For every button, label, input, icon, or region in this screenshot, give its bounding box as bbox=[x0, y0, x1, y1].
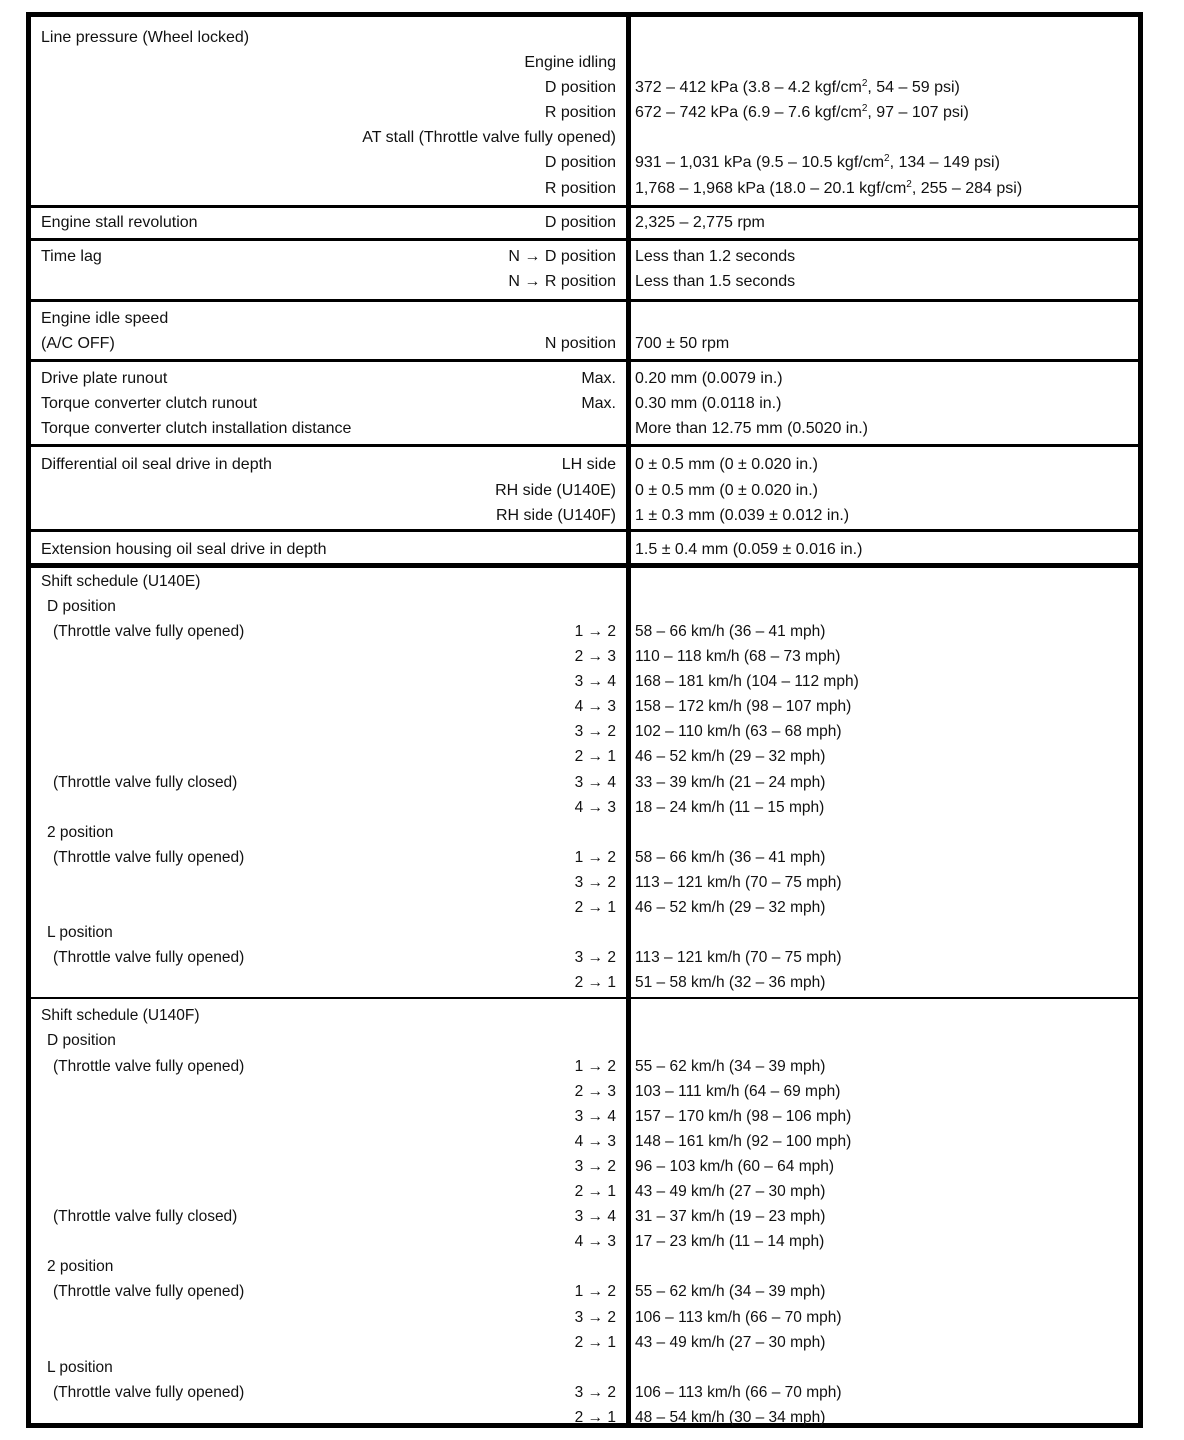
spec-row bbox=[31, 306, 1138, 331]
spec-label: (Throttle valve fully opened) bbox=[53, 848, 245, 866]
spec-label: (Throttle valve fully closed) bbox=[53, 1208, 238, 1226]
spec-condition: R position bbox=[544, 179, 616, 197]
spec-condition: Max. bbox=[581, 370, 616, 388]
spec-value: Less than 1.2 seconds bbox=[635, 247, 796, 265]
spec-row bbox=[31, 210, 1138, 235]
table-row bbox=[31, 1405, 1138, 1430]
spec-value: 103 – 111 km/h (64 – 69 mph) bbox=[635, 1082, 841, 1100]
spec-label: 2 position bbox=[47, 1258, 114, 1276]
spec-value: 17 – 23 km/h (11 – 14 mph) bbox=[635, 1233, 825, 1251]
spec-condition: RH side (U140E) bbox=[495, 481, 616, 499]
table-row bbox=[31, 1179, 1138, 1204]
gear-shift: 2 → 1 bbox=[574, 974, 616, 992]
spec-row bbox=[31, 244, 1138, 269]
section-title: Shift schedule (U140F) bbox=[41, 1007, 200, 1025]
gear-shift: 2 → 3 bbox=[574, 1082, 616, 1100]
spec-value: More than 12.75 mm (0.5020 in.) bbox=[635, 420, 869, 438]
gear-shift: 1 → 2 bbox=[574, 1283, 616, 1301]
spec-condition: D position bbox=[544, 154, 616, 172]
spec-value: 48 – 54 km/h (30 – 34 mph) bbox=[635, 1408, 826, 1426]
spec-value: 113 – 121 km/h (70 – 75 mph) bbox=[635, 949, 842, 967]
table-row bbox=[31, 870, 1138, 895]
spec-value: 168 – 181 km/h (104 – 112 mph) bbox=[635, 673, 859, 691]
spec-label: (Throttle valve fully closed) bbox=[53, 773, 238, 791]
spec-value: 18 – 24 km/h (11 – 15 mph) bbox=[635, 798, 825, 816]
spec-value: 0.30 mm (0.0118 in.) bbox=[635, 395, 782, 413]
runout-section bbox=[31, 359, 1138, 444]
gear-shift: 2 → 3 bbox=[574, 648, 616, 666]
spec-value: 158 – 172 km/h (98 – 107 mph) bbox=[635, 698, 852, 716]
spec-label: 2 position bbox=[47, 823, 114, 841]
spec-value: 0 ± 0.5 mm (0 ± 0.020 in.) bbox=[635, 481, 818, 499]
section-title: Shift schedule (U140E) bbox=[41, 572, 201, 590]
spec-value: 372 – 412 kPa (3.8 – 4.2 kgf/$cm^2$, 54 – 59 psi) bbox=[635, 78, 960, 97]
spec-value: 55 – 62 km/h (34 – 39 mph) bbox=[635, 1283, 826, 1301]
spec-row bbox=[31, 125, 1138, 150]
gear-shift: 3 → 4 bbox=[574, 1208, 616, 1226]
table-row bbox=[31, 719, 1138, 744]
spec-row bbox=[31, 452, 1138, 477]
spec-condition: Engine idling bbox=[524, 54, 616, 72]
spec-value: 0 ± 0.5 mm (0 ± 0.020 in.) bbox=[635, 456, 818, 474]
gear-shift: 1 → 2 bbox=[574, 1057, 616, 1075]
spec-condition: Max. bbox=[581, 395, 616, 413]
spec-label: D position bbox=[47, 597, 116, 615]
table-row bbox=[31, 1380, 1138, 1405]
spec-row bbox=[31, 100, 1138, 125]
spec-row bbox=[31, 1355, 1138, 1380]
spec-row bbox=[31, 391, 1138, 416]
gear-shift: 4 → 3 bbox=[574, 798, 616, 816]
spec-table bbox=[26, 12, 1143, 1428]
spec-condition: D position bbox=[544, 213, 616, 231]
spec-value: 43 – 49 km/h (27 – 30 mph) bbox=[635, 1183, 826, 1201]
shift-schedule-u140f bbox=[31, 997, 1138, 1430]
spec-row bbox=[31, 25, 1138, 50]
table-row bbox=[31, 770, 1138, 795]
ext-seal-section bbox=[31, 529, 1138, 563]
stall-revolution-section bbox=[31, 205, 1138, 238]
spec-value: 106 – 113 km/h (66 – 70 mph) bbox=[635, 1383, 842, 1401]
gear-shift: 2 → 1 bbox=[574, 1183, 616, 1201]
gear-shift: 3 → 2 bbox=[574, 1157, 616, 1175]
spec-row bbox=[31, 1254, 1138, 1279]
spec-row bbox=[31, 1003, 1138, 1028]
gear-shift: 4 → 3 bbox=[574, 698, 616, 716]
diff-seal-section bbox=[31, 444, 1138, 528]
table-row bbox=[31, 970, 1138, 995]
table-row bbox=[31, 1104, 1138, 1129]
table-row bbox=[31, 1330, 1138, 1355]
spec-label: Time lag bbox=[41, 247, 102, 265]
spec-label: (Throttle valve fully opened) bbox=[53, 1383, 245, 1401]
spec-value: 0.20 mm (0.0079 in.) bbox=[635, 370, 783, 388]
gear-shift: 2 → 1 bbox=[574, 899, 616, 916]
table-row bbox=[31, 619, 1138, 644]
spec-row bbox=[31, 150, 1138, 175]
spec-condition: D position bbox=[544, 79, 616, 97]
table-row bbox=[31, 795, 1138, 820]
spec-label: Extension housing oil seal drive in depth bbox=[41, 540, 327, 558]
spec-label: Engine stall revolution bbox=[41, 213, 198, 231]
table-row bbox=[31, 1305, 1138, 1330]
spec-label: (A/C OFF) bbox=[41, 335, 115, 353]
spec-row bbox=[31, 176, 1138, 201]
spec-label: Line pressure (Wheel locked) bbox=[41, 29, 250, 46]
gear-shift: 3 → 2 bbox=[574, 949, 616, 967]
spec-row bbox=[31, 503, 1138, 528]
spec-row bbox=[31, 594, 1138, 619]
spec-value: 700 ± 50 rpm bbox=[635, 335, 730, 353]
spec-label: Drive plate runout bbox=[41, 370, 168, 388]
gear-shift: 2 → 1 bbox=[574, 1408, 616, 1426]
spec-value: 43 – 49 km/h (27 – 30 mph) bbox=[635, 1333, 826, 1351]
shift-schedule-u140e bbox=[31, 563, 1138, 998]
spec-value: 46 – 52 km/h (29 – 32 mph) bbox=[635, 899, 826, 916]
spec-label: Torque converter clutch runout bbox=[41, 395, 258, 413]
spec-row bbox=[31, 920, 1138, 945]
spec-label: Torque converter clutch installation distance bbox=[41, 420, 352, 438]
table-row bbox=[31, 1079, 1138, 1104]
spec-value: 148 – 161 km/h (92 – 100 mph) bbox=[635, 1132, 852, 1150]
gear-shift: 4 → 3 bbox=[574, 1132, 616, 1150]
spec-label: (Throttle valve fully opened) bbox=[53, 1283, 245, 1301]
time-lag-section bbox=[31, 238, 1138, 299]
spec-row bbox=[31, 1028, 1138, 1053]
spec-value: 1 ± 0.3 mm (0.039 ± 0.012 in.) bbox=[635, 506, 850, 524]
gear-shift: 4 → 3 bbox=[574, 1233, 616, 1251]
table-row bbox=[31, 744, 1138, 769]
gear-shift: 1 → 2 bbox=[574, 848, 616, 866]
spec-row bbox=[31, 478, 1138, 503]
spec-value: 2,325 – 2,775 rpm bbox=[635, 213, 765, 231]
line-pressure-section bbox=[31, 17, 1138, 201]
spec-row bbox=[31, 269, 1138, 294]
table-row bbox=[31, 1229, 1138, 1254]
spec-condition: N → R position bbox=[508, 272, 616, 290]
spec-condition: N → D position bbox=[508, 247, 616, 265]
spec-condition: R position bbox=[544, 104, 616, 122]
spec-value: 672 – 742 kPa (6.9 – 7.6 kgf/$cm^2$, 97 – 107 psi) bbox=[635, 103, 969, 122]
gear-shift: 1 → 2 bbox=[574, 622, 616, 640]
spec-value: 55 – 62 km/h (34 – 39 mph) bbox=[635, 1057, 826, 1075]
spec-label: Engine idle speed bbox=[41, 309, 169, 327]
idle-speed-section bbox=[31, 299, 1138, 359]
spec-value: Less than 1.5 seconds bbox=[635, 272, 796, 290]
spec-value: 31 – 37 km/h (19 – 23 mph) bbox=[635, 1208, 826, 1226]
spec-row bbox=[31, 366, 1138, 391]
gear-shift: 2 → 1 bbox=[574, 1333, 616, 1351]
spec-label: (Throttle valve fully opened) bbox=[53, 622, 245, 640]
spec-label: (Throttle valve fully opened) bbox=[53, 1057, 245, 1075]
spec-row bbox=[31, 569, 1138, 594]
spec-row bbox=[31, 820, 1138, 845]
table-row bbox=[31, 1279, 1138, 1304]
gear-shift: 3 → 4 bbox=[574, 673, 616, 691]
spec-row bbox=[31, 75, 1138, 100]
spec-value: 102 – 110 km/h (63 – 68 mph) bbox=[635, 723, 842, 741]
table-row bbox=[31, 1154, 1138, 1179]
spec-value: 1.5 ± 0.4 mm (0.059 ± 0.016 in.) bbox=[635, 540, 863, 558]
gear-shift: 3 → 2 bbox=[574, 1383, 616, 1401]
column-divider bbox=[626, 17, 631, 1423]
spec-label: L position bbox=[47, 924, 113, 942]
spec-label: Differential oil seal drive in depth bbox=[41, 456, 272, 474]
spec-value: 157 – 170 km/h (98 – 106 mph) bbox=[635, 1107, 852, 1125]
spec-value: 110 – 118 km/h (68 – 73 mph) bbox=[635, 648, 841, 666]
table-row bbox=[31, 895, 1138, 920]
spec-condition: RH side (U140F) bbox=[495, 506, 616, 524]
spec-label: (Throttle valve fully opened) bbox=[53, 949, 245, 967]
spec-row bbox=[31, 537, 1138, 562]
spec-row bbox=[31, 416, 1138, 441]
spec-value: 106 – 113 km/h (66 – 70 mph) bbox=[635, 1308, 842, 1326]
gear-shift: 3 → 2 bbox=[574, 723, 616, 741]
spec-value: 931 – 1,031 kPa (9.5 – 10.5 kgf/$cm^2$, 134 – 149 psi) bbox=[635, 153, 1000, 172]
table-row bbox=[31, 1204, 1138, 1229]
table-row bbox=[31, 669, 1138, 694]
spec-value: 113 – 121 km/h (70 – 75 mph) bbox=[635, 873, 842, 891]
spec-value: 58 – 66 km/h (36 – 41 mph) bbox=[635, 848, 826, 866]
spec-value: 51 – 58 km/h (32 – 36 mph) bbox=[635, 974, 826, 992]
table-row bbox=[31, 945, 1138, 970]
table-row bbox=[31, 1054, 1138, 1079]
table-row bbox=[31, 644, 1138, 669]
spec-label: D position bbox=[47, 1032, 116, 1050]
spec-value: 96 – 103 km/h (60 – 64 mph) bbox=[635, 1157, 835, 1175]
spec-value: 1,768 – 1,968 kPa (18.0 – 20.1 kgf/$cm^2$, 255 – 284 psi) bbox=[635, 178, 1023, 197]
spec-value: 58 – 66 km/h (36 – 41 mph) bbox=[635, 622, 826, 640]
table-row bbox=[31, 1129, 1138, 1154]
spec-condition: LH side bbox=[561, 456, 616, 474]
spec-value: 33 – 39 km/h (21 – 24 mph) bbox=[635, 773, 826, 791]
spec-row bbox=[31, 50, 1138, 75]
gear-shift: 3 → 2 bbox=[574, 873, 616, 891]
spec-label: L position bbox=[47, 1358, 113, 1376]
spec-row bbox=[31, 331, 1138, 356]
table-row bbox=[31, 845, 1138, 870]
gear-shift: 3 → 4 bbox=[574, 1107, 616, 1125]
spec-value: 46 – 52 km/h (29 – 32 mph) bbox=[635, 748, 826, 766]
gear-shift: 3 → 2 bbox=[574, 1308, 616, 1326]
gear-shift: 3 → 4 bbox=[574, 773, 616, 791]
spec-condition: AT stall (Throttle valve fully opened) bbox=[362, 129, 616, 147]
gear-shift: 2 → 1 bbox=[574, 748, 616, 766]
spec-condition: N position bbox=[544, 335, 616, 353]
table-row bbox=[31, 694, 1138, 719]
